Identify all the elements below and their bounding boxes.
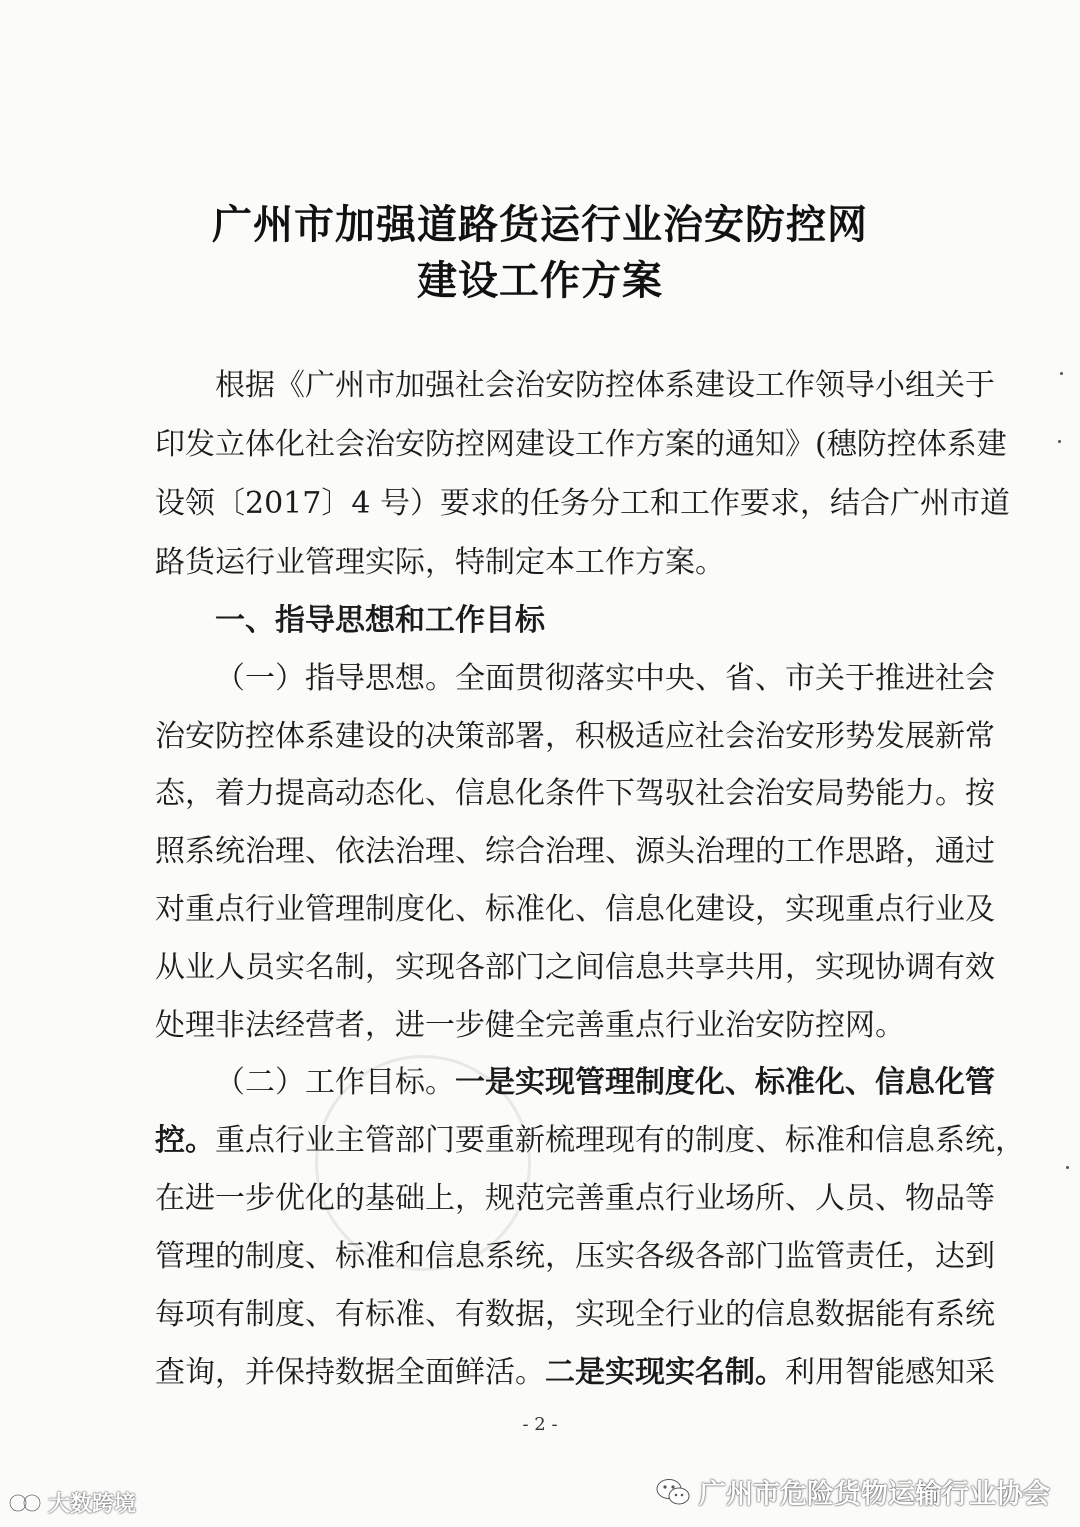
watermark-right: [655, 1472, 1050, 1511]
paragraph-line: 从业人员实名制，实现各部门之间信息共享共用，实现协调有效: [155, 950, 995, 985]
goal-bold-text: 控。: [155, 1123, 215, 1158]
paragraph-line: [155, 1121, 1025, 1161]
logo-icon: [8, 1492, 42, 1514]
paragraph-line: 路货运行业管理实际，特制定本工作方案。: [155, 545, 725, 580]
paragraph-line: [215, 1063, 995, 1103]
goal-bold-text: 一是实现管理制度化、标准化、信息化管: [455, 1065, 995, 1100]
paragraph-line: 根据《广州市加强社会治安防控体系建设工作领导小组关于: [215, 368, 995, 403]
paragraph-line: 处理非法经营者，进一步健全完善重点行业治安防控网。: [155, 1008, 905, 1043]
scan-speck: [1058, 440, 1061, 443]
goal-text: 查询，并保持数据全面鲜活。: [155, 1355, 545, 1390]
goal-bold-text: 二是实现实名制。: [545, 1355, 785, 1390]
paragraph-line: （一）指导思想。全面贯彻落实中央、省、市关于推进社会: [215, 661, 995, 696]
paragraph-line: 管理的制度、标准和信息系统，压实各级各部门监管责任，达到: [155, 1239, 995, 1274]
paragraph-line: [155, 1353, 995, 1393]
document-title-line-1: 广州市加强道路货运行业治安防控网: [212, 202, 868, 248]
page-number: - 2 -: [522, 1414, 558, 1435]
paragraph-line: 在进一步优化的基础上，规范完善重点行业场所、人员、物品等: [155, 1181, 995, 1216]
paragraph-line: 照系统治理、依法治理、综合治理、源头治理的工作思路，通过: [155, 834, 995, 869]
goal-text: 重点行业主管部门要重新梳理现有的制度、标准和信息系统，: [215, 1123, 1025, 1158]
goal-text: 利用智能感知采: [785, 1355, 995, 1390]
paragraph-line: 每项有制度、有标准、有数据，实现全行业的信息数据能有系统: [155, 1297, 995, 1332]
goal-label: （二）工作目标。: [215, 1065, 455, 1100]
document-title-line-2: 建设工作方案: [417, 258, 663, 304]
watermark-right-text: 广州市危险货物运输行业协会: [699, 1479, 1050, 1510]
wechat-icon: [655, 1477, 691, 1507]
paragraph-line: 印发立体化社会治安防控网建设工作方案的通知》(穗防控体系建: [155, 427, 1007, 462]
paragraph-line: 设领〔2017〕4 号）要求的任务分工和工作要求，结合广州市道: [155, 486, 1010, 521]
paragraph-line: 态，着力提高动态化、信息化条件下驾驭社会治安局势能力。按: [155, 776, 995, 811]
watermark-left: [8, 1487, 136, 1518]
scan-speck: [1066, 1166, 1069, 1169]
watermark-left-text: 大数跨境: [48, 1492, 137, 1517]
paragraph-line: 治安防控体系建设的决策部署，积极适应社会治安形势发展新常: [155, 719, 995, 754]
paragraph-line: 对重点行业管理制度化、标准化、信息化建设，实现重点行业及: [155, 892, 995, 927]
section-heading: 一、指导思想和工作目标: [215, 603, 545, 638]
scan-speck: [1060, 372, 1063, 375]
